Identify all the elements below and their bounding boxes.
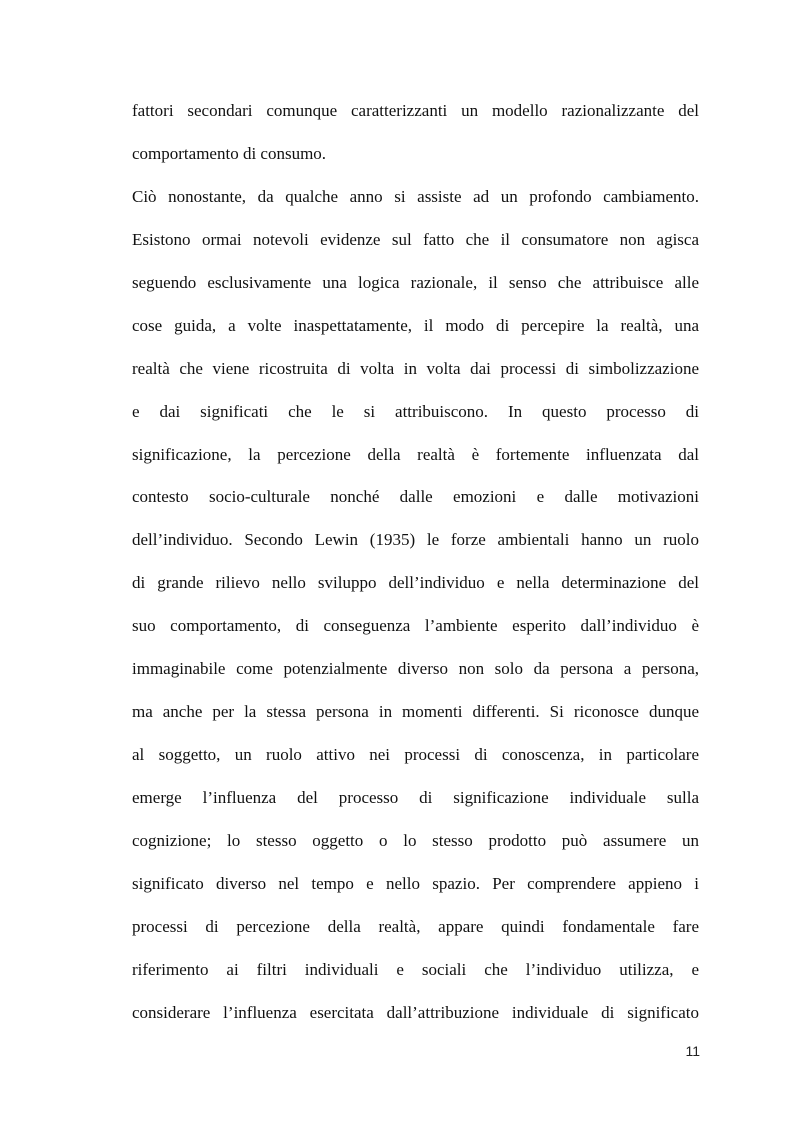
text-line: significazione, la percezione della realtà è fortemente influenzata dal [132, 444, 699, 464]
text-line: emerge l’influenza del processo di significazione individuale sulla [132, 788, 699, 807]
text-line: Esistono ormai notevoli evidenze sul fatto che il consumatore non agisca [132, 229, 699, 249]
text-line: ma anche per la stessa persona in momenti differenti. Si riconosce dunque [132, 702, 699, 722]
text-line: considerare l’influenza esercitata dall’attribuzione individuale di significato [132, 1002, 699, 1022]
text-line: fattori secondari comunque caratterizzanti un modello razionalizzante del [132, 101, 699, 120]
page-number: 11 [685, 1043, 700, 1059]
text-line: comportamento di consumo. [132, 143, 327, 163]
text-line: dell’individuo. Secondo Lewin (1935) le forze ambientali hanno un ruolo [132, 530, 699, 550]
text-line: contesto socio-culturale nonché dalle emozioni e dalle motivazioni [132, 487, 699, 507]
text-line: immaginabile come potenzialmente diverso non solo da persona a persona, [132, 659, 699, 679]
text-line: cognizione; lo stesso oggetto o lo stesso prodotto può assumere un [132, 830, 699, 850]
body-text [132, 90, 699, 1035]
text-line: processi di percezione della realtà, appare quindi fondamentale fare [132, 916, 699, 936]
text-line: Ciò nonostante, da qualche anno si assiste ad un profondo cambiamento. [132, 186, 699, 206]
text-line: cose guida, a volte inaspettatamente, il modo di percepire la realtà, una [132, 315, 699, 335]
text-line: significato diverso nel tempo e nello spazio. Per comprendere appieno i [132, 873, 699, 893]
text-line: suo comportamento, di conseguenza l’ambiente esperito dall’individuo è [132, 616, 699, 636]
text-line: riferimento ai filtri individuali e sociali che l’individuo utilizza, e [132, 959, 699, 979]
text-line: realtà che viene ricostruita di volta in volta dai processi di simbolizzazione [132, 358, 699, 378]
text-line: di grande rilievo nello sviluppo dell’individuo e nella determinazione del [132, 573, 699, 593]
text-line: seguendo esclusivamente una logica razionale, il senso che attribuisce alle [132, 272, 699, 292]
text-line: e dai significati che le si attribuiscono. In questo processo di [132, 401, 699, 421]
text-line: al soggetto, un ruolo attivo nei processi di conoscenza, in particolare [132, 745, 699, 765]
